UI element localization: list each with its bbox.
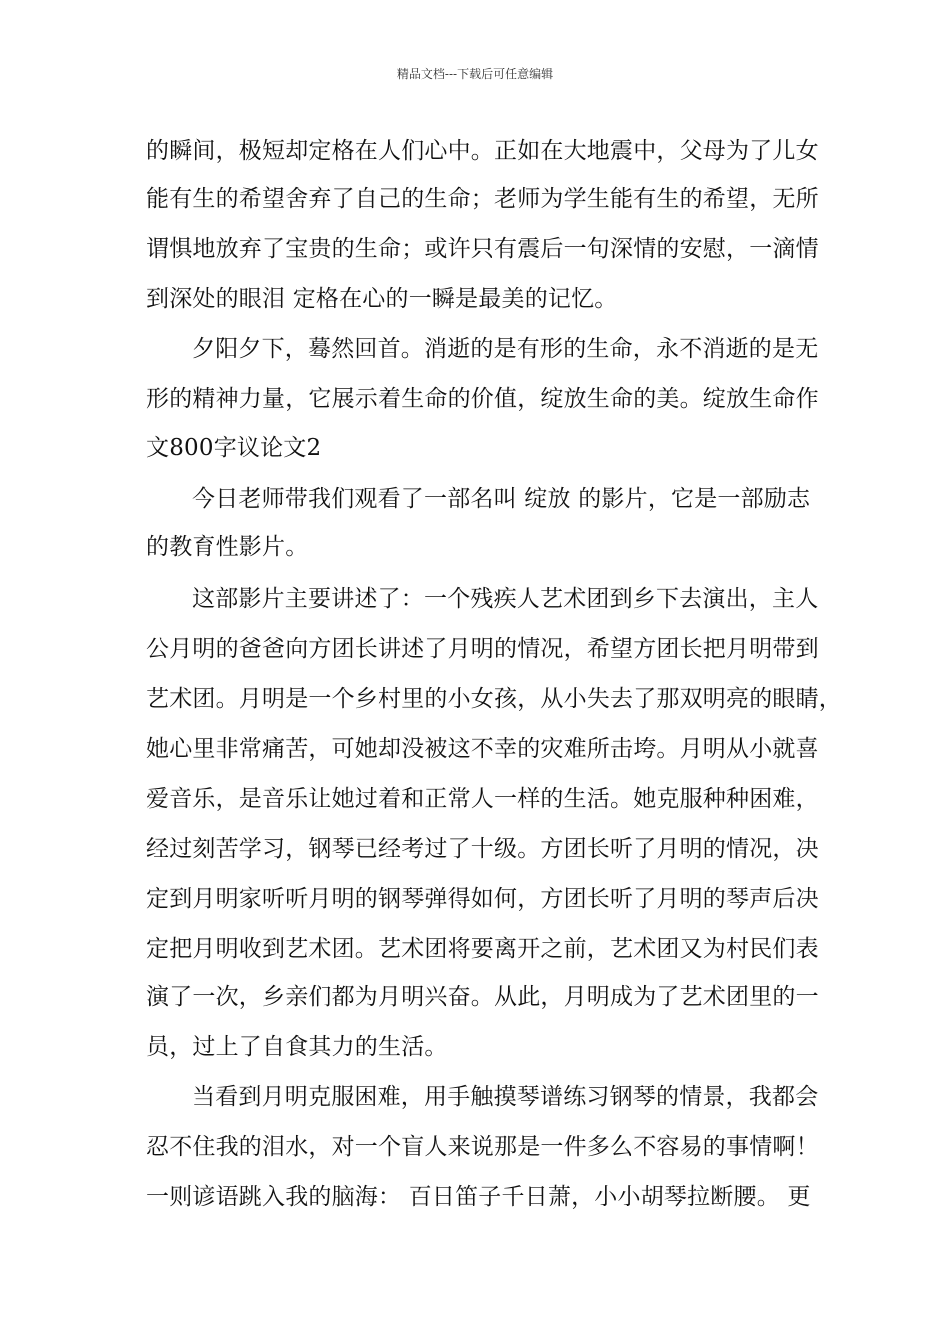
text-line: 定把月明收到艺术团。艺术团将要离开之前，艺术团又为村民们表 [146, 936, 819, 962]
page-header: 精品文档---下载后可任意编辑 [396, 67, 554, 81]
text-line: 艺术团。月明是一个乡村里的小女孩，从小失去了那双明亮的眼睛， [146, 686, 842, 712]
text-line: 的教育性影片。 [146, 534, 309, 560]
text-line: 定到月明家听听月明的钢琴弹得如何，方团长听了月明的琴声后决 [146, 886, 819, 912]
text-line: 忍不住我的泪水，对一个盲人来说那是一件多么不容易的事情啊！ [146, 1134, 819, 1160]
text-line: 爱音乐，是音乐让她过着和正常人一样的生活。她克服种种困难， [146, 786, 819, 812]
text-line: 经过刻苦学习，钢琴已经考过了十级。方团长听了月明的情况，决 [146, 836, 819, 862]
text-line: 谓惧地放弃了宝贵的生命；或许只有震后一句深情的安慰，一滴情 [146, 236, 819, 262]
text-line: 公月明的爸爸向方团长讲述了月明的情况，希望方团长把月明带到 [146, 636, 819, 662]
text-line: 能有生的希望舍弃了自己的生命；老师为学生能有生的希望，无所 [146, 186, 819, 212]
text-line: 演了一次，乡亲们都为月明兴奋。从此，月明成为了艺术团里的一 [146, 984, 819, 1010]
text-line: 员，过上了自食其力的生活。 [146, 1034, 448, 1060]
text-line: 文800字议论文2 [146, 435, 322, 461]
paragraph-first-line: 这部影片主要讲述了：一个残疾人艺术团到乡下去演出，主人 [192, 586, 819, 612]
text-line: 到深处的眼泪 定格在心的一瞬是最美的记忆。 [146, 286, 618, 312]
paragraph-first-line: 当看到月明克服困难，用手触摸琴谱练习钢琴的情景，我都会 [192, 1084, 819, 1110]
paragraph-first-line: 今日老师带我们观看了一部名叫 绽放 的影片，它是一部励志 [192, 486, 811, 512]
text-line: 一则谚语跳入我的脑海： 百日笛子千日萧，小小胡琴拉断腰。 更 [146, 1184, 811, 1210]
text-line: 形的精神力量，它展示着生命的价值，绽放生命的美。绽放生命作 [146, 386, 819, 412]
text-line: 她心里非常痛苦，可她却没被这不幸的灾难所击垮。月明从小就喜 [146, 736, 819, 762]
text-line: 的瞬间，极短却定格在人们心中。正如在大地震中，父母为了儿女 [146, 138, 819, 164]
paragraph-first-line: 夕阳夕下，蓦然回首。消逝的是有形的生命，永不消逝的是无 [192, 336, 819, 362]
